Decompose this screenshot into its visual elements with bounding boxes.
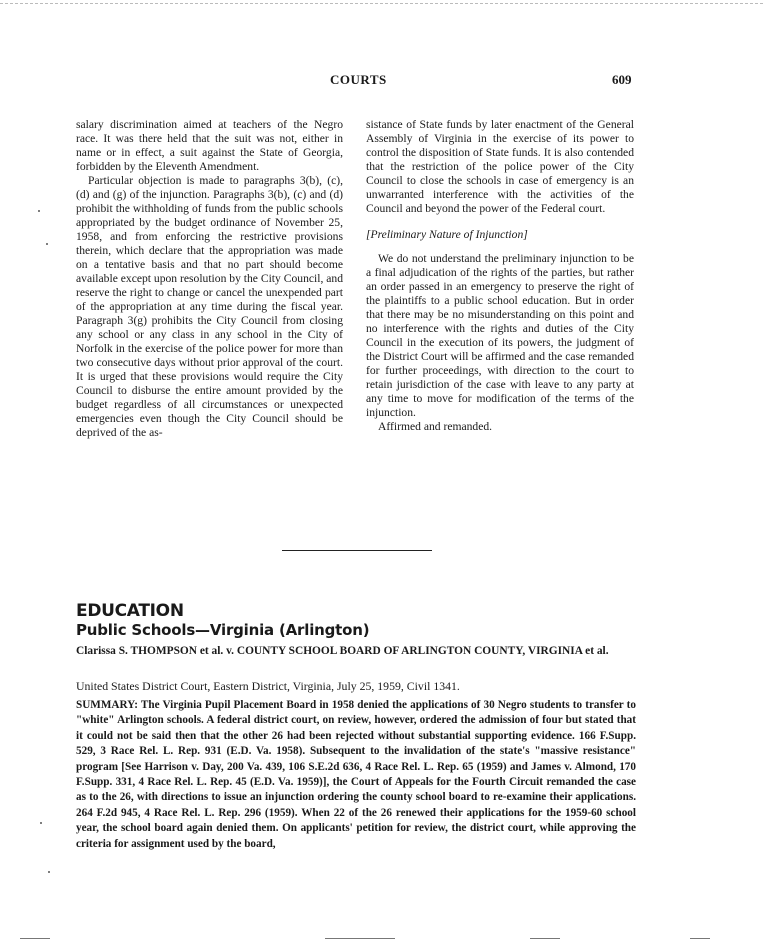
- bottom-scan-mark: [325, 938, 395, 939]
- summary-label: SUMMARY:: [76, 699, 138, 711]
- scan-speck: [38, 210, 40, 212]
- section-heading: EDUCATION: [76, 601, 184, 621]
- section-subheading-preliminary: [Preliminary Nature of Injunction]: [366, 228, 528, 241]
- bottom-scan-mark: [530, 938, 560, 939]
- scan-speck: [48, 871, 50, 873]
- right-paragraph-2: We do not understand the preliminary injunction to be a final adjudication of the rights of the parties, but rather an order passed in an emergency to preserve the right of the plaintiffs to a public school education. But in order that there may be no misunderstanding on this point and no interference with the rights and duties of the City Council in the execution of its powers, the judgment of the District Court will be affirmed and the case remanded for further proceedings, with direction to the court to retain jurisdiction of the case with leave to any party at any time to move for modification of the terms of the injunction.: [366, 252, 634, 419]
- section-divider: [282, 550, 432, 551]
- section-subheading: Public Schools—Virginia (Arlington): [76, 621, 370, 639]
- running-head: COURTS: [330, 72, 387, 87]
- left-column: [76, 118, 343, 440]
- case-title: Clarissa S. THOMPSON et al. v. COUNTY SCHOOL BOARD OF ARLINGTON COUNTY, VIRGINIA et al.: [76, 645, 609, 657]
- scan-speck: [40, 822, 42, 824]
- closing-line: Affirmed and remanded.: [378, 420, 493, 433]
- right-column: [366, 118, 634, 434]
- court-line: United States District Court, Eastern District, Virginia, July 25, 1959, Civil 1341.: [76, 679, 460, 693]
- right-paragraph-1: sistance of State funds by later enactment of the General Assembly of Virginia in the exercise of its power to control the disposition of State funds. It is also contended that the restriction of the police power of the City Council to close the schools in case of emergency is an unwarranted interference with the activities of the Council and beyond the power of the Federal court.: [366, 118, 634, 215]
- bottom-scan-mark: [20, 938, 50, 939]
- summary-text: The Virginia Pupil Placement Board in 1958 denied the applications of 30 Negro students to transfer to "white" Arlington schools. A federal district court, on review, however, ordered the admission of four but stated that it could not be said then that the other 26 had been rejected without substantial supporting evidence. 166 F.Supp. 529, 3 Race Rel. L. Rep. 931 (E.D. Va. 1958). Subsequent to the invalidation of the state's "massive resistance" program [See Harrison v. Day, 200 Va. 439, 106 S.E.2d 636, 4 Race Rel. L. Rep. 65 (1959) and James v. Almond, 170 F.Supp. 331, 4 Race Rel. L. Rep. 45 (E.D. Va. 1959)], the Court of Appeals for the Fourth Circuit remanded the case as to the 26, with directions to issue an injunction ordering the county school board to re-examine their applications. 264 F.2d 945, 4 Race Rel. L. Rep. 296 (1959). When 22 of the 26 renewed their applications for the 1959-60 school year, the school board again denied them. On applicants' petition for review, the district court, while approving the criteria for assignment used by the board,: [76, 699, 636, 850]
- scan-speck: [46, 243, 48, 245]
- page-number: 609: [612, 72, 632, 87]
- left-paragraph-2: Particular objection is made to paragraphs 3(b), (c), (d) and (g) of the injunction. Paragraphs 3(b), (c) and (d) prohibit the withholding of funds from the public schools appropriated by the budget ordinance of November 25, 1958, and from enforcing the restrictive provisions therein, which declare that the appropriation was made on a tentative basis and that no part should become available except upon resolution by the City Council, and reserve the right to change or cancel the unexpended part of the appropriation at any time during the fiscal year. Paragraph 3(g) prohibits the City Council from closing any school or any class in any school in the City of Norfolk in the exercise of the police power for more than two consecutive days without prior approval of the court. It is urged that these provisions would require the City Council to disburse the entire amount provided by the budget regardless of all circumstances or unexpected emergencies even though the City Council should be deprived of the as-: [76, 174, 343, 439]
- bottom-scan-mark: [690, 938, 710, 939]
- case-summary: [76, 698, 636, 852]
- top-scan-edge: [0, 3, 763, 4]
- left-paragraph-1: salary discrimination aimed at teachers of the Negro race. It was there held that the suit was not, either in name or in effect, a suit against the State of Georgia, forbidden by the Eleventh Amendment.: [76, 118, 343, 173]
